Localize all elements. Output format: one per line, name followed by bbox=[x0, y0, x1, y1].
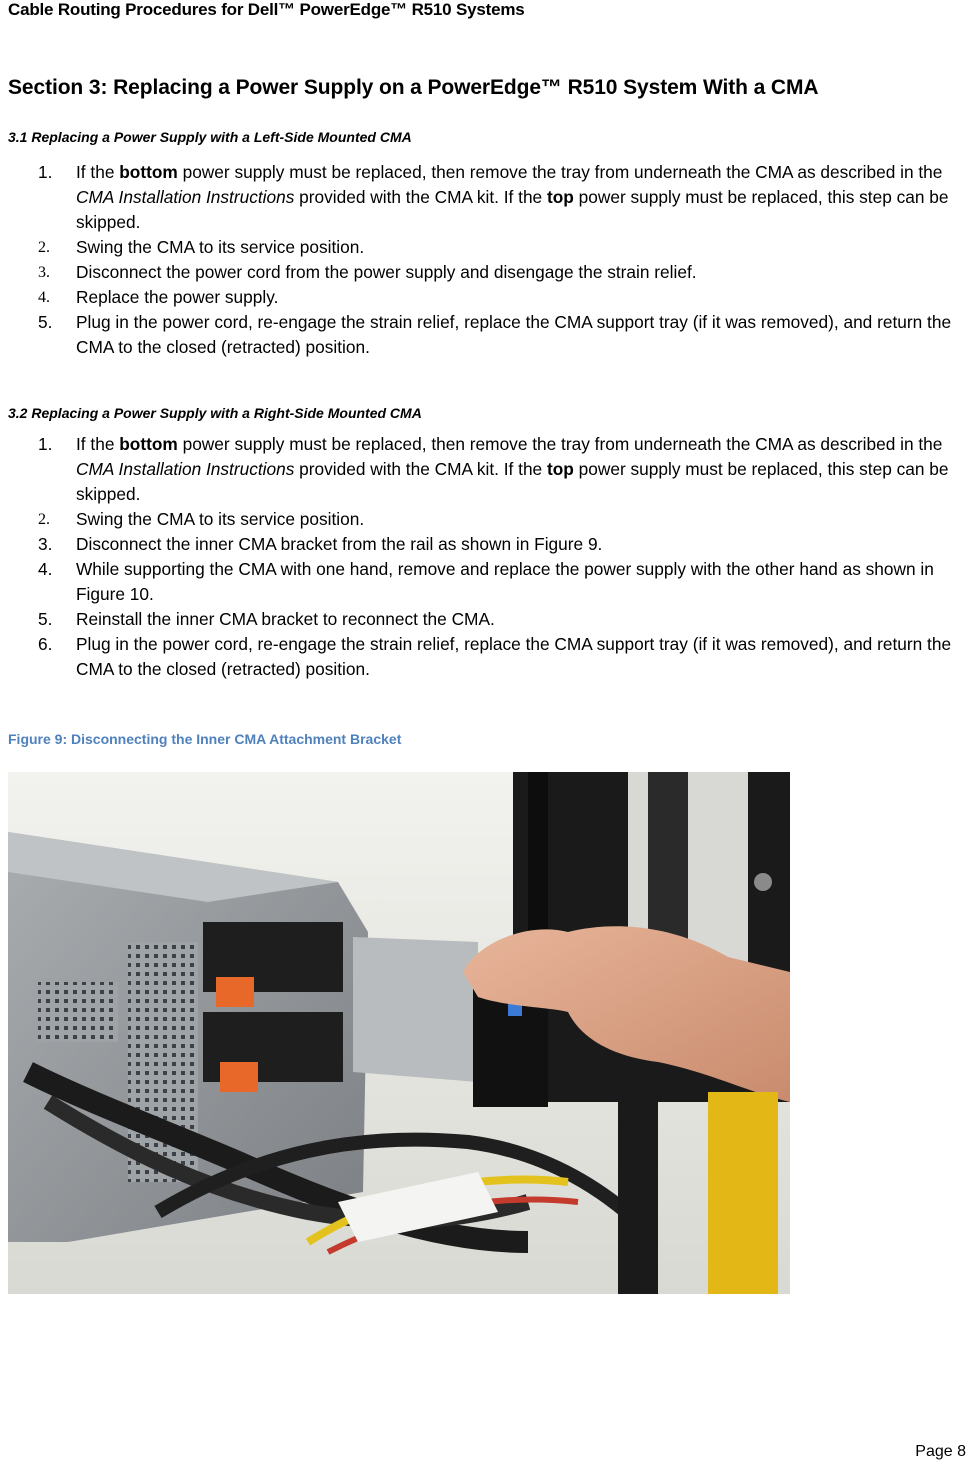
step-italic-text: CMA Installation Instructions bbox=[76, 187, 295, 207]
step-text: Disconnect the inner CMA bracket from the rail as shown in Figure 9. bbox=[76, 534, 603, 554]
step-3 bbox=[0, 260, 974, 285]
step-text: Swing the CMA to its service position. bbox=[76, 509, 365, 529]
step-number: 5. bbox=[38, 312, 53, 332]
step-italic-text: CMA Installation Instructions bbox=[76, 459, 295, 479]
step-text: Plug in the power cord, re-engage the strain relief, replace the CMA support tray (if it was removed), and return the CMA to the closed (retracted) position. bbox=[76, 312, 952, 357]
step-text: Plug in the power cord, re-engage the strain relief, replace the CMA support tray (if it was removed), and return the CMA to the closed (retracted) position. bbox=[76, 634, 952, 679]
step-number: 1. bbox=[38, 434, 53, 454]
steps-list-3-1 bbox=[0, 160, 974, 360]
step-bold-text: bottom bbox=[119, 162, 178, 182]
page-number: Page 8 bbox=[915, 1443, 966, 1460]
steps-list-3-2 bbox=[0, 432, 974, 682]
step-number: 2. bbox=[38, 239, 50, 256]
release-tab-orange bbox=[220, 1062, 258, 1092]
step-6 bbox=[0, 632, 974, 682]
step-3 bbox=[0, 532, 974, 557]
step-bold-text: top bbox=[546, 459, 574, 479]
step-4 bbox=[0, 285, 974, 310]
step-text: Replace the power supply. bbox=[76, 287, 279, 307]
step-number: 4. bbox=[38, 559, 53, 579]
step-text: provided with the CMA kit. If the bbox=[294, 459, 547, 479]
step-2 bbox=[0, 235, 974, 260]
step-text: While supporting the CMA with one hand, remove and replace the power supply with the other hand as shown in Figure 10. bbox=[76, 559, 934, 604]
step-text: Disconnect the power cord from the power supply and disengage the strain relief. bbox=[76, 262, 697, 282]
step-text: If the bbox=[76, 434, 120, 454]
step-4 bbox=[0, 557, 974, 607]
subsection-heading-3-1: 3.1 Replacing a Power Supply with a Left-Side Mounted CMA bbox=[8, 129, 412, 145]
step-number: 3. bbox=[38, 534, 53, 554]
step-text: power supply must be replaced, this step can be skipped. bbox=[76, 459, 949, 504]
step-number: 3. bbox=[38, 264, 50, 281]
step-text: power supply must be replaced, this step can be skipped. bbox=[76, 187, 949, 232]
step-number: 1. bbox=[38, 162, 53, 182]
step-2 bbox=[0, 507, 974, 532]
step-1 bbox=[0, 160, 974, 235]
step-number: 2. bbox=[38, 511, 50, 528]
step-text: power supply must be replaced, then remove the tray from underneath the CMA as described in the bbox=[177, 162, 943, 182]
subsection-heading-3-2: 3.2 Replacing a Power Supply with a Right-Side Mounted CMA bbox=[8, 405, 422, 421]
step-1 bbox=[0, 432, 974, 507]
step-5 bbox=[0, 607, 974, 632]
server-photo-illustration bbox=[8, 772, 790, 1294]
step-bold-text: bottom bbox=[119, 434, 178, 454]
step-text: If the bbox=[76, 162, 120, 182]
section-title: Section 3: Replacing a Power Supply on a PowerEdge™ R510 System With a CMA bbox=[8, 76, 819, 99]
rail bbox=[353, 937, 478, 1082]
step-number: 5. bbox=[38, 609, 53, 629]
step-bold-text: top bbox=[546, 187, 574, 207]
page-header: Cable Routing Procedures for Dell™ PowerEdge™ R510 Systems bbox=[8, 0, 525, 19]
figure-caption: Figure 9: Disconnecting the Inner CMA Attachment Bracket bbox=[8, 731, 402, 747]
release-tab-orange bbox=[216, 977, 254, 1007]
step-number: 4. bbox=[38, 289, 50, 306]
step-number: 6. bbox=[38, 634, 53, 654]
step-text: Swing the CMA to its service position. bbox=[76, 237, 365, 257]
step-text: Reinstall the inner CMA bracket to reconnect the CMA. bbox=[76, 609, 495, 629]
step-text: power supply must be replaced, then remove the tray from underneath the CMA as described in the bbox=[177, 434, 943, 454]
figure-photo bbox=[8, 772, 790, 1294]
step-text: provided with the CMA kit. If the bbox=[294, 187, 547, 207]
step-5 bbox=[0, 310, 974, 360]
